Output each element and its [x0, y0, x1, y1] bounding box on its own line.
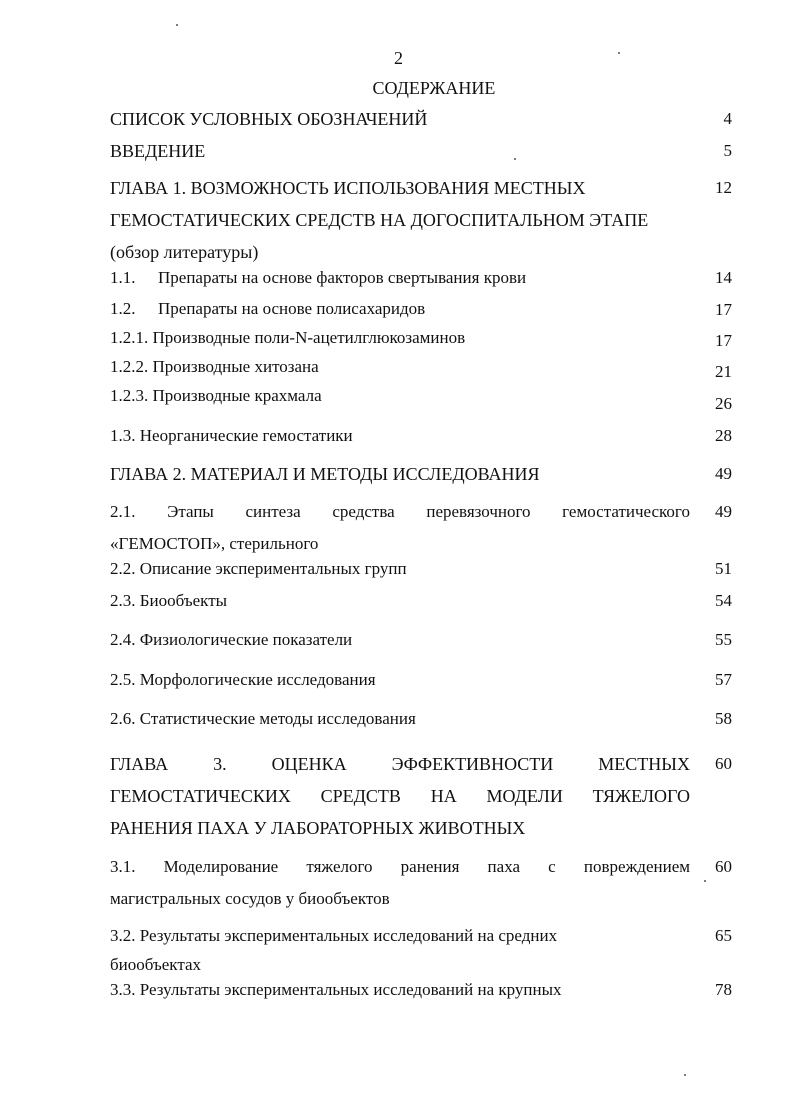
toc-page-number: 17 [715, 300, 732, 319]
toc-entry-section-3-3 [110, 980, 690, 1000]
toc-entry-section-2-3 [110, 591, 690, 611]
toc-entry-text: 1.2.2. Производные хитозана [110, 357, 319, 376]
scan-speck [618, 52, 620, 54]
page-number: 2 [394, 48, 403, 68]
toc-entry-text: 1.2.1. Производные поли-N-ацетилглюкозаминов [110, 328, 466, 347]
toc-entry-text: Препараты на основе факторов свертывания крови [158, 268, 527, 287]
toc-entry-text: РАНЕНИЯ ПАХА У ЛАБОРАТОРНЫХ ЖИВОТНЫХ [110, 818, 526, 838]
toc-entry-text: ГЕМОСТАТИЧЕСКИХ СРЕДСТВ НА МОДЕЛИ ТЯЖЕЛОГО [110, 786, 690, 806]
toc-entry-text: 1.3. Неорганические гемостатики [110, 426, 353, 445]
toc-entry-number: 1.1. [110, 268, 136, 287]
toc-entry-section-2-2 [110, 559, 690, 579]
toc-entry-introduction [110, 141, 690, 161]
toc-entry-chapter-3 [110, 748, 690, 844]
toc-page-number: 78 [715, 980, 732, 999]
toc-page-number: 65 [715, 926, 732, 945]
toc-entry-text: 2.2. Описание экспериментальных групп [110, 559, 407, 578]
toc-entry-text: биообъектах [110, 955, 202, 974]
toc-entry-section-1-2-3 [110, 386, 690, 406]
toc-page-number: 21 [715, 362, 732, 381]
scan-speck [176, 24, 178, 26]
toc-entry-section-1-1 [110, 268, 690, 288]
scan-speck [514, 158, 516, 160]
toc-page-number: 17 [715, 331, 732, 350]
toc-page-number: 4 [723, 109, 732, 128]
toc-page-number: 54 [715, 591, 732, 610]
toc-entry-section-2-6 [110, 709, 690, 729]
toc-page-number: 12 [715, 178, 732, 197]
page-title: СОДЕРЖАНИЕ [372, 78, 496, 98]
toc-entry-section-1-3 [110, 426, 690, 446]
toc-entry-text: ВВЕДЕНИЕ [110, 141, 206, 161]
toc-page-number: 26 [715, 394, 732, 413]
toc-entry-text: 2.3. Биообъекты [110, 591, 228, 610]
toc-entry-number: 1.2. [110, 299, 136, 318]
toc-entry-text: ГЛАВА 1. ВОЗМОЖНОСТЬ ИСПОЛЬЗОВАНИЯ МЕСТНЫХ [110, 178, 586, 198]
toc-entry-section-3-2 [110, 921, 690, 979]
toc-entry-text: 3.1. Моделирование тяжелого ранения паха с повреждением [110, 857, 690, 876]
toc-page-number: 14 [715, 268, 732, 287]
toc-entry-text: ГЛАВА 3. ОЦЕНКА ЭФФЕКТИВНОСТИ МЕСТНЫХ [110, 754, 690, 774]
toc-entry-section-1-2 [110, 299, 690, 319]
scan-speck [684, 1074, 686, 1076]
toc-entry-text: 1.2.3. Производные крахмала [110, 386, 322, 405]
toc-page-number: 57 [715, 670, 732, 689]
toc-page-number: 28 [715, 426, 732, 445]
toc-entry-section-1-2-2 [110, 357, 690, 377]
toc-entry-chapter-2 [110, 464, 690, 484]
toc-entry-section-2-5 [110, 670, 690, 690]
toc-entry-text: ГЕМОСТАТИЧЕСКИХ СРЕДСТВ НА ДОГОСПИТАЛЬНОМ ЭТАПЕ [110, 210, 649, 230]
scan-speck [704, 880, 706, 882]
toc-entry-section-3-1 [110, 851, 690, 915]
toc-page-number: 60 [715, 754, 732, 773]
toc-entry-text: 2.1. Этапы синтеза средства перевязочного гемостатического [110, 502, 690, 521]
toc-entry-text: ГЛАВА 2. МАТЕРИАЛ И МЕТОДЫ ИССЛЕДОВАНИЯ [110, 464, 540, 484]
toc-page-number: 49 [715, 464, 732, 483]
toc-page-number: 55 [715, 630, 732, 649]
toc-entry-text: Препараты на основе полисахаридов [158, 299, 426, 318]
toc-entry-abbreviations [110, 109, 690, 129]
toc-page-number: 49 [715, 502, 732, 521]
toc-page-number: 58 [715, 709, 732, 728]
toc-entry-text: 3.3. Результаты экспериментальных исследований на крупных [110, 980, 562, 999]
toc-entry-section-2-4 [110, 630, 690, 650]
toc-entry-text: 2.4. Физиологические показатели [110, 630, 353, 649]
toc-entry-text: СПИСОК УСЛОВНЫХ ОБОЗНАЧЕНИЙ [110, 109, 428, 129]
toc-entry-section-1-2-1 [110, 328, 690, 348]
toc-entry-text: 3.2. Результаты экспериментальных исследований на средних [110, 926, 558, 945]
toc-page-number: 60 [715, 857, 732, 876]
toc-entry-chapter-1 [110, 172, 690, 268]
toc-entry-section-2-1 [110, 496, 690, 560]
toc-entry-text: 2.6. Статистические методы исследования [110, 709, 416, 728]
toc-entry-text: 2.5. Морфологические исследования [110, 670, 376, 689]
toc-page-number: 5 [723, 141, 732, 160]
toc-page-number: 51 [715, 559, 732, 578]
toc-entry-text: магистральных сосудов у биообъектов [110, 889, 390, 908]
toc-entry-text: «ГЕМОСТОП», стерильного [110, 534, 319, 553]
toc-entry-text: (обзор литературы) [110, 242, 259, 262]
